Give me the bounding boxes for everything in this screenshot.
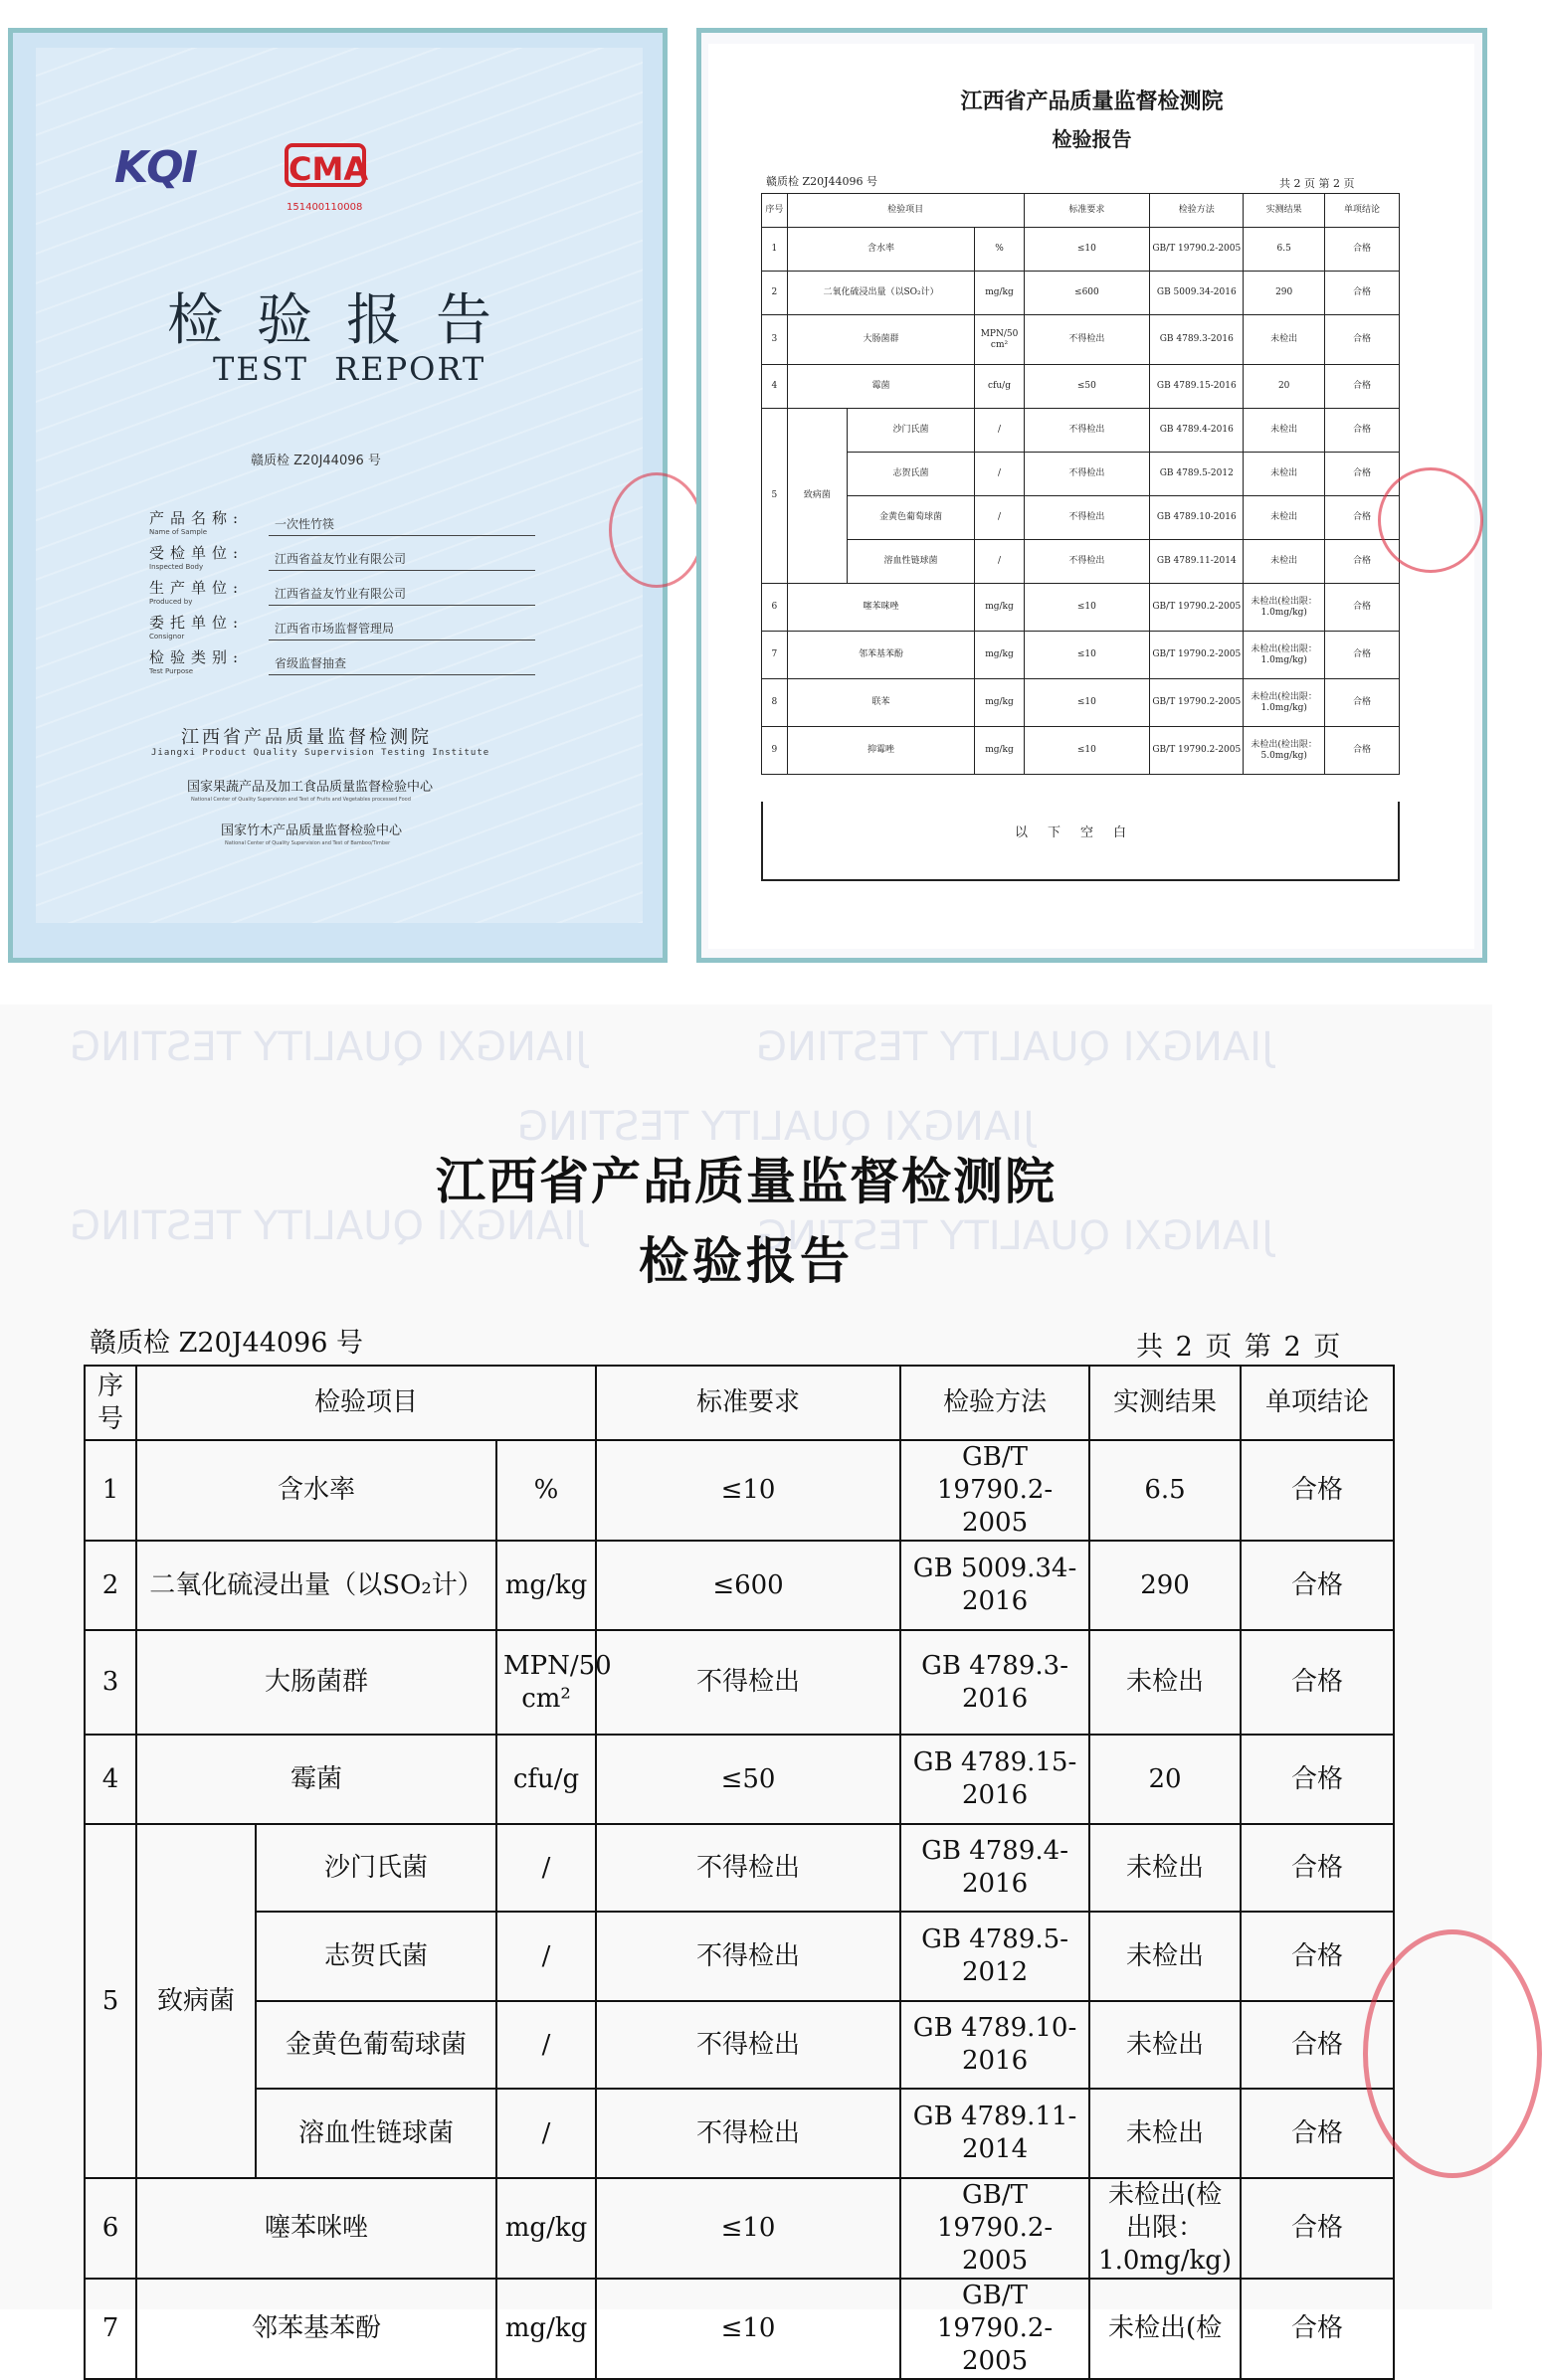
cell-result: 290 [1089,1541,1241,1630]
cell-method: GB 4789.15-2016 [1150,365,1244,409]
cell-item: 含水率 [136,1440,496,1541]
table-row [762,540,1400,584]
cell-conclusion: 合格 [1324,584,1399,632]
cell-result: 未检出 [1244,540,1324,584]
cell-conclusion: 合格 [1324,496,1399,540]
cell-standard: ≤50 [1024,365,1149,409]
header-result: 实测结果 [1244,194,1324,228]
cell-standard: 不得检出 [1024,453,1149,496]
cell-unit: mg/kg [496,1541,596,1630]
cell-standard: ≤600 [596,1541,900,1630]
header-item: 检验项目 [136,1366,596,1440]
cover-center-1: 国家果蔬产品及加工食品质量监督检验中心 [187,780,434,795]
cover-institute-en: Jiangxi Product Quality Supervision Testing Institute [151,748,490,758]
cell-item: 联苯 [787,679,975,727]
cell-standard: 不得检出 [596,2001,900,2089]
cell-item: 二氧化硫浸出量（以SO₂计） [787,272,975,315]
table-row [762,632,1400,679]
cell-result: 未检出(检 [1089,2279,1241,2379]
header-result: 实测结果 [1089,1366,1241,1440]
small-report-red-stamp [1378,467,1483,573]
cell-seq: 5 [85,1824,136,2178]
cell-method: GB 4789.10-2016 [1150,496,1244,540]
cover-institute-cn: 江西省产品质量监督检测院 [181,727,432,748]
header-standard: 标准要求 [1024,194,1149,228]
cell-seq: 2 [762,272,788,315]
cell-result: 290 [1244,272,1324,315]
cell-standard: 不得检出 [1024,540,1149,584]
cell-method: GB/T 19790.2-2005 [1150,679,1244,727]
table-row [762,315,1400,365]
cma-logo: CMA [285,143,366,187]
cell-method: GB 4789.10-2016 [900,2001,1089,2089]
header-seq: 序号 [85,1366,136,1440]
cell-conclusion: 合格 [1241,2279,1394,2379]
cell-seq: 1 [762,228,788,272]
cell-conclusion: 合格 [1324,727,1399,775]
cell-result: 未检出 [1244,315,1324,365]
cell-item: 金黄色葡萄球菌 [256,2001,496,2089]
watermark: JIANGXI QUALITY TESTING [756,1213,1273,1259]
small-report-end-note: 以下空白 [1014,825,1146,840]
header-item: 检验项目 [787,194,1024,228]
header-seq: 序号 [762,194,788,228]
cell-item: 含水率 [787,228,975,272]
cover-center-2: 国家竹木产品质量监督检验中心 [221,824,403,838]
cell-standard: 不得检出 [596,1630,900,1735]
field-label: 受检单位: [149,544,245,562]
table-row [762,228,1400,272]
cell-method: GB/T 19790.2-2005 [900,2178,1089,2279]
cell-item: 沙门氏菌 [256,1824,496,1912]
cell-unit: / [496,2089,596,2178]
cell-result: 未检出 [1089,2089,1241,2178]
cell-method: GB 4789.3-2016 [1150,315,1244,365]
cell-group: 致病菌 [787,409,847,584]
cell-unit: cfu/g [496,1735,596,1824]
table-row [762,453,1400,496]
cell-conclusion: 合格 [1324,409,1399,453]
cell-item: 溶血性链球菌 [847,540,975,584]
cover-center-1-en: National Center of Quality Supervision and Test of Fruits and Vegetables processed Food [191,797,411,803]
cell-unit: MPN/50 cm² [975,315,1024,365]
cover-field-purpose [149,646,535,675]
cell-seq: 5 [762,409,788,584]
cell-conclusion: 合格 [1324,453,1399,496]
field-label: 生产单位: [149,579,245,597]
cell-result: 未检出(检出限：5.0mg/kg) [1244,727,1324,775]
cell-conclusion: 合格 [1241,1541,1394,1630]
field-label: 检验类别: [149,648,245,666]
cell-seq: 4 [762,365,788,409]
cell-seq: 6 [762,584,788,632]
table-row [85,2279,1394,2379]
cell-method: GB/T 19790.2-2005 [1150,584,1244,632]
cell-item: 大肠菌群 [136,1630,496,1735]
cell-standard: ≤50 [596,1735,900,1824]
field-value: 省级监督抽查 [269,652,535,675]
cover-field-consignor [149,612,535,641]
table-row [85,2089,1394,2178]
cell-conclusion: 合格 [1324,679,1399,727]
cell-item: 抑霉唑 [787,727,975,775]
table-row [85,2001,1394,2089]
cell-seq: 1 [85,1440,136,1541]
table-row [762,584,1400,632]
cell-seq: 8 [762,679,788,727]
cell-seq: 7 [85,2279,136,2379]
header-conclusion: 单项结论 [1241,1366,1394,1440]
cell-standard: ≤600 [1024,272,1149,315]
cell-conclusion: 合格 [1241,2178,1394,2279]
cell-conclusion: 合格 [1324,272,1399,315]
table-row [762,365,1400,409]
cell-method: GB/T 19790.2-2005 [900,2279,1089,2379]
cell-conclusion: 合格 [1241,1440,1394,1541]
field-en: Produced by [149,598,193,606]
cell-item: 邻苯基苯酚 [136,2279,496,2379]
cell-unit: cfu/g [975,365,1024,409]
cell-standard: ≤10 [1024,632,1149,679]
cell-method: GB 4789.5-2012 [1150,453,1244,496]
table-row [762,496,1400,540]
cell-item: 溶血性链球菌 [256,2089,496,2178]
cell-seq: 3 [762,315,788,365]
table-row [85,2178,1394,2279]
cell-seq: 7 [762,632,788,679]
cover-field-producer [149,577,535,606]
cell-standard: ≤10 [596,2279,900,2379]
big-report-number: 赣质检 Z20J44096 号 [90,1328,363,1359]
cell-group: 致病菌 [136,1824,256,2178]
cell-standard: ≤10 [596,1440,900,1541]
cell-unit: mg/kg [975,679,1024,727]
cell-result: 未检出(检出限：1.0mg/kg) [1244,632,1324,679]
header-standard: 标准要求 [596,1366,900,1440]
table-header-row [85,1366,1394,1440]
cell-conclusion: 合格 [1324,315,1399,365]
cell-unit: / [975,409,1024,453]
table-row [85,1735,1394,1824]
small-report-title: 江西省产品质量监督检测院 [960,89,1224,114]
field-value: 江西省益友竹业有限公司 [269,583,535,606]
cell-method: GB 5009.34-2016 [900,1541,1089,1630]
table-row [85,1912,1394,2001]
cell-unit: mg/kg [496,2178,596,2279]
cell-item: 邻苯基苯酚 [787,632,975,679]
cell-standard: 不得检出 [1024,496,1149,540]
cell-method: GB 4789.4-2016 [1150,409,1244,453]
cell-seq: 4 [85,1735,136,1824]
cell-unit: / [496,1912,596,2001]
cell-result: 未检出 [1089,2001,1241,2089]
cell-result: 20 [1089,1735,1241,1824]
cell-standard: 不得检出 [1024,409,1149,453]
small-report-table [761,193,1400,775]
cell-item: 霉菌 [787,365,975,409]
cell-result: 20 [1244,365,1324,409]
field-en: Inspected Body [149,563,204,571]
cell-method: GB 4789.11-2014 [900,2089,1089,2178]
table-row [762,272,1400,315]
cover-field-product [149,507,535,536]
cell-unit: MPN/50 cm² [496,1630,596,1735]
cell-standard: ≤10 [596,2178,900,2279]
table-row [762,679,1400,727]
small-report-blank-area [761,802,1400,881]
cell-item: 大肠菌群 [787,315,975,365]
table-row [85,1541,1394,1630]
cell-conclusion: 合格 [1324,540,1399,584]
field-en: Test Purpose [149,667,194,675]
cover-title: 检验报告 [167,288,525,353]
kqi-logo: KQI [114,142,196,193]
header-conclusion: 单项结论 [1324,194,1399,228]
cell-conclusion: 合格 [1324,228,1399,272]
cell-result: 未检出 [1244,496,1324,540]
cell-unit: / [975,496,1024,540]
cell-seq: 2 [85,1541,136,1630]
table-row [762,727,1400,775]
cell-item: 二氧化硫浸出量（以SO₂计） [136,1541,496,1630]
field-value: 一次性竹筷 [269,513,535,536]
cell-item: 沙门氏菌 [847,409,975,453]
field-en: Name of Sample [149,528,208,536]
cell-unit: / [496,1824,596,1912]
big-report-subtitle: 检验报告 [639,1231,854,1290]
cell-conclusion: 合格 [1241,1735,1394,1824]
cell-method: GB/T 19790.2-2005 [1150,727,1244,775]
field-value: 江西省市场监督管理局 [269,618,535,641]
cell-standard: 不得检出 [596,2089,900,2178]
cell-method: GB 5009.34-2016 [1150,272,1244,315]
cell-item: 志贺氏菌 [256,1912,496,2001]
table-header-row [762,194,1400,228]
cell-conclusion: 合格 [1241,1912,1394,2001]
cover-center-2-en: National Center of Quality Supervision and Test of Bamboo/Timber [225,840,391,846]
table-row [85,1824,1394,1912]
cell-conclusion: 合格 [1241,2089,1394,2178]
cell-result: 6.5 [1244,228,1324,272]
cell-standard: 不得检出 [1024,315,1149,365]
cma-number: 151400110008 [287,202,363,213]
big-report-title: 江西省产品质量监督检测院 [436,1152,1057,1210]
header-method: 检验方法 [900,1366,1089,1440]
cell-conclusion: 合格 [1324,632,1399,679]
cell-method: GB 4789.5-2012 [900,1912,1089,2001]
cell-method: GB 4789.3-2016 [900,1630,1089,1735]
table-row [762,409,1400,453]
field-label: 产品名称: [149,509,245,527]
small-report-pages: 共 2 页 第 2 页 [1279,177,1355,190]
cell-result: 未检出 [1244,453,1324,496]
cell-result: 未检出 [1089,1630,1241,1735]
field-label: 委托单位: [149,614,245,632]
cell-result: 未检出(检出限：1.0mg/kg) [1244,584,1324,632]
cell-conclusion: 合格 [1241,1824,1394,1912]
cell-unit: % [496,1440,596,1541]
cover-report-number: 赣质检 Z20J44096 号 [251,454,381,468]
cell-standard: ≤10 [1024,679,1149,727]
cell-item: 志贺氏菌 [847,453,975,496]
watermark: JIANGXI QUALITY TESTING [756,1024,1273,1070]
cell-unit: mg/kg [975,272,1024,315]
cell-result: 未检出 [1089,1912,1241,2001]
cell-method: GB 4789.15-2016 [900,1735,1089,1824]
cell-item: 金黄色葡萄球菌 [847,496,975,540]
cell-unit: % [975,228,1024,272]
small-report-number: 赣质检 Z20J44096 号 [766,175,878,188]
cell-item: 噻苯咪唑 [787,584,975,632]
cell-method: GB/T 19790.2-2005 [1150,228,1244,272]
cell-method: GB 4789.11-2014 [1150,540,1244,584]
cell-conclusion: 合格 [1324,365,1399,409]
big-report-pages: 共 2 页 第 2 页 [1136,1332,1343,1363]
cell-method: GB 4789.4-2016 [900,1824,1089,1912]
cell-unit: mg/kg [975,584,1024,632]
cover-red-stamp [609,472,704,588]
cell-item: 霉菌 [136,1735,496,1824]
cell-conclusion: 合格 [1241,1630,1394,1735]
cell-standard: 不得检出 [596,1824,900,1912]
cell-seq: 6 [85,2178,136,2279]
cover-subtitle: TEST REPORT [213,350,486,388]
cell-unit: mg/kg [975,727,1024,775]
big-report-table [84,1365,1395,2380]
cover-field-inspected [149,542,535,571]
table-row [85,1630,1394,1735]
header-method: 检验方法 [1150,194,1244,228]
cell-standard: 不得检出 [596,1912,900,2001]
cell-result: 未检出(检出限：1.0mg/kg) [1089,2178,1241,2279]
cell-conclusion: 合格 [1241,2001,1394,2089]
cell-result: 6.5 [1089,1440,1241,1541]
watermark: JIANGXI QUALITY TESTING [517,1104,1035,1150]
cell-method: GB/T 19790.2-2005 [1150,632,1244,679]
watermark: JIANGXI QUALITY TESTING [70,1024,587,1070]
cell-unit: mg/kg [496,2279,596,2379]
small-report-subtitle: 检验报告 [1052,127,1132,151]
cell-unit: / [975,540,1024,584]
big-report-red-stamp [1363,1929,1542,2178]
cell-unit: / [496,2001,596,2089]
cell-unit: / [975,453,1024,496]
cell-standard: ≤10 [1024,727,1149,775]
cell-method: GB/T 19790.2-2005 [900,1440,1089,1541]
cell-result: 未检出(检出限：1.0mg/kg) [1244,679,1324,727]
cell-unit: mg/kg [975,632,1024,679]
cell-standard: ≤10 [1024,584,1149,632]
cell-result: 未检出 [1089,1824,1241,1912]
cell-item: 噻苯咪唑 [136,2178,496,2279]
watermark: JIANGXI QUALITY TESTING [70,1203,587,1249]
field-en: Consignor [149,633,185,641]
cell-result: 未检出 [1244,409,1324,453]
cell-seq: 9 [762,727,788,775]
cell-seq: 3 [85,1630,136,1735]
cell-standard: ≤10 [1024,228,1149,272]
field-value: 江西省益友竹业有限公司 [269,548,535,571]
table-row [85,1440,1394,1541]
